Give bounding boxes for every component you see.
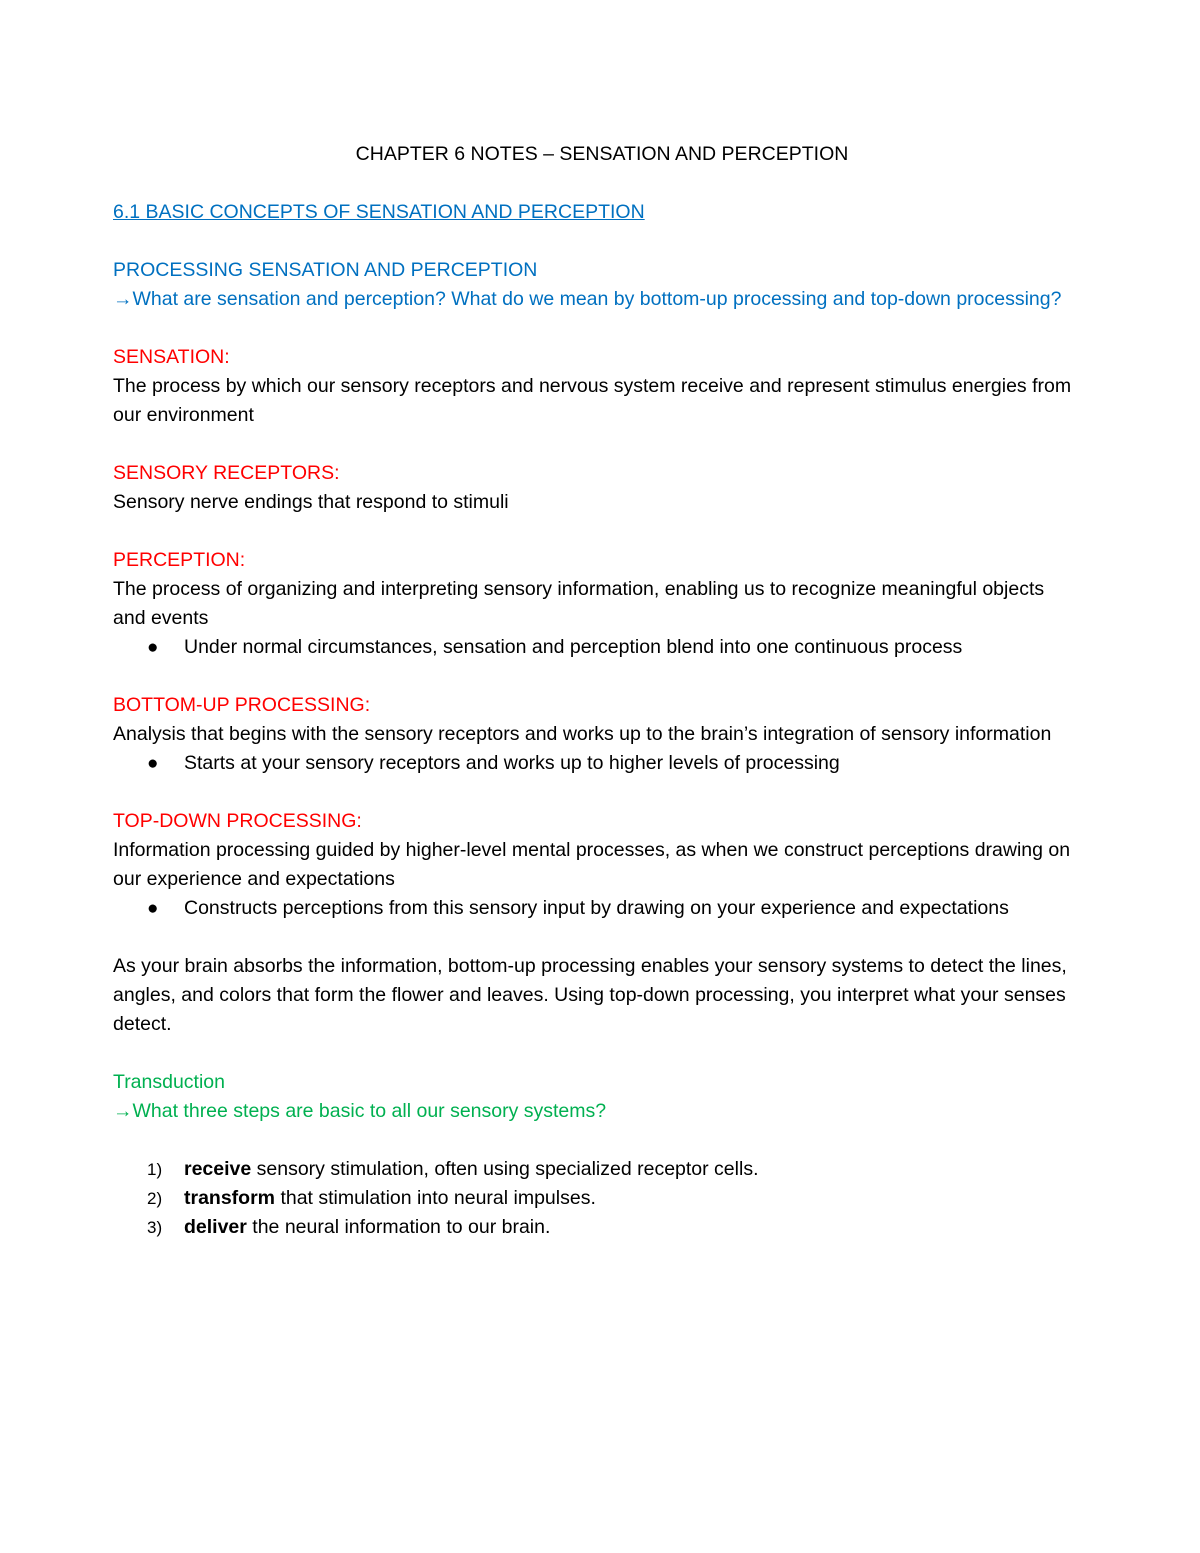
processing-question-text: What are sensation and perception? What do we mean by bottom-up processing and top-down processing? [132, 288, 1062, 310]
list-item [113, 749, 1073, 778]
bullet-icon: ● [147, 753, 159, 774]
document-body [113, 140, 1073, 1242]
transduction-question [113, 1097, 1073, 1126]
step-text: sensory stimulation, often using specialized receptor cells. [251, 1158, 759, 1180]
page-title: CHAPTER 6 NOTES – SENSATION AND PERCEPTION [355, 143, 849, 165]
step-number: 1) [147, 1160, 163, 1179]
summary-paragraph: As your brain absorbs the information, bottom-up processing enables your sensory systems to detect the lines, angles, and colors that form the flower and leaves. Using top-down processing, you interpret what your senses detect. [113, 955, 1067, 1035]
perception-definition: The process of organizing and interpreting sensory information, enabling us to recognize meaningful objects and events [113, 578, 1045, 629]
list-item [113, 1155, 1073, 1184]
arrow-icon: → [113, 288, 133, 310]
step-number: 3) [147, 1218, 163, 1237]
sensory-receptors-block [113, 459, 1073, 517]
step-keyword: deliver [184, 1216, 247, 1238]
transduction-steps [113, 1155, 1073, 1242]
list-item [113, 1184, 1073, 1213]
perception-block [113, 546, 1073, 662]
processing-heading: PROCESSING SENSATION AND PERCEPTION [113, 259, 538, 281]
bullet-text: Under normal circumstances, sensation and perception blend into one continuous process [184, 636, 963, 658]
transduction-block [113, 1068, 1073, 1242]
list-item [113, 1213, 1073, 1242]
list-item [113, 633, 1073, 662]
step-keyword: receive [184, 1158, 252, 1180]
bullet-text: Starts at your sensory receptors and works up to higher levels of processing [184, 752, 840, 774]
step-number: 2) [147, 1189, 163, 1208]
bottom-up-term: BOTTOM-UP PROCESSING: [113, 694, 371, 716]
top-down-block [113, 807, 1073, 923]
bullet-icon: ● [147, 637, 159, 658]
processing-question [113, 285, 1073, 314]
step-text: the neural information to our brain. [246, 1216, 551, 1238]
sensation-block [113, 343, 1073, 430]
sensation-term: SENSATION: [113, 346, 230, 368]
processing-block [113, 256, 1073, 314]
section-heading: 6.1 BASIC CONCEPTS OF SENSATION AND PERCEPTION [113, 201, 645, 223]
perception-bullets [113, 633, 1073, 662]
arrow-icon: → [113, 1100, 133, 1122]
step-keyword: transform [184, 1187, 276, 1209]
top-down-bullets [113, 894, 1073, 923]
bullet-text: Constructs perceptions from this sensory input by drawing on your experience and expectations [184, 897, 1009, 919]
sensory-receptors-term: SENSORY RECEPTORS: [113, 462, 340, 484]
step-text: that stimulation into neural impulses. [275, 1187, 596, 1209]
bottom-up-bullets [113, 749, 1073, 778]
sensation-definition: The process by which our sensory receptors and nervous system receive and represent stimulus energies from our environment [113, 375, 1072, 426]
transduction-question-text: What three steps are basic to all our sensory systems? [132, 1100, 607, 1122]
list-item [113, 894, 1073, 923]
bullet-icon: ● [147, 898, 159, 919]
sensory-receptors-definition: Sensory nerve endings that respond to stimuli [113, 491, 509, 513]
top-down-term: TOP-DOWN PROCESSING: [113, 810, 362, 832]
top-down-definition: Information processing guided by higher-level mental processes, as when we construct perceptions drawing on our experience and expectations [113, 839, 1071, 890]
bottom-up-block [113, 691, 1073, 778]
perception-term: PERCEPTION: [113, 549, 246, 571]
bottom-up-definition: Analysis that begins with the sensory receptors and works up to the brain’s integration of sensory information [113, 723, 1052, 745]
transduction-heading: Transduction [113, 1071, 226, 1093]
